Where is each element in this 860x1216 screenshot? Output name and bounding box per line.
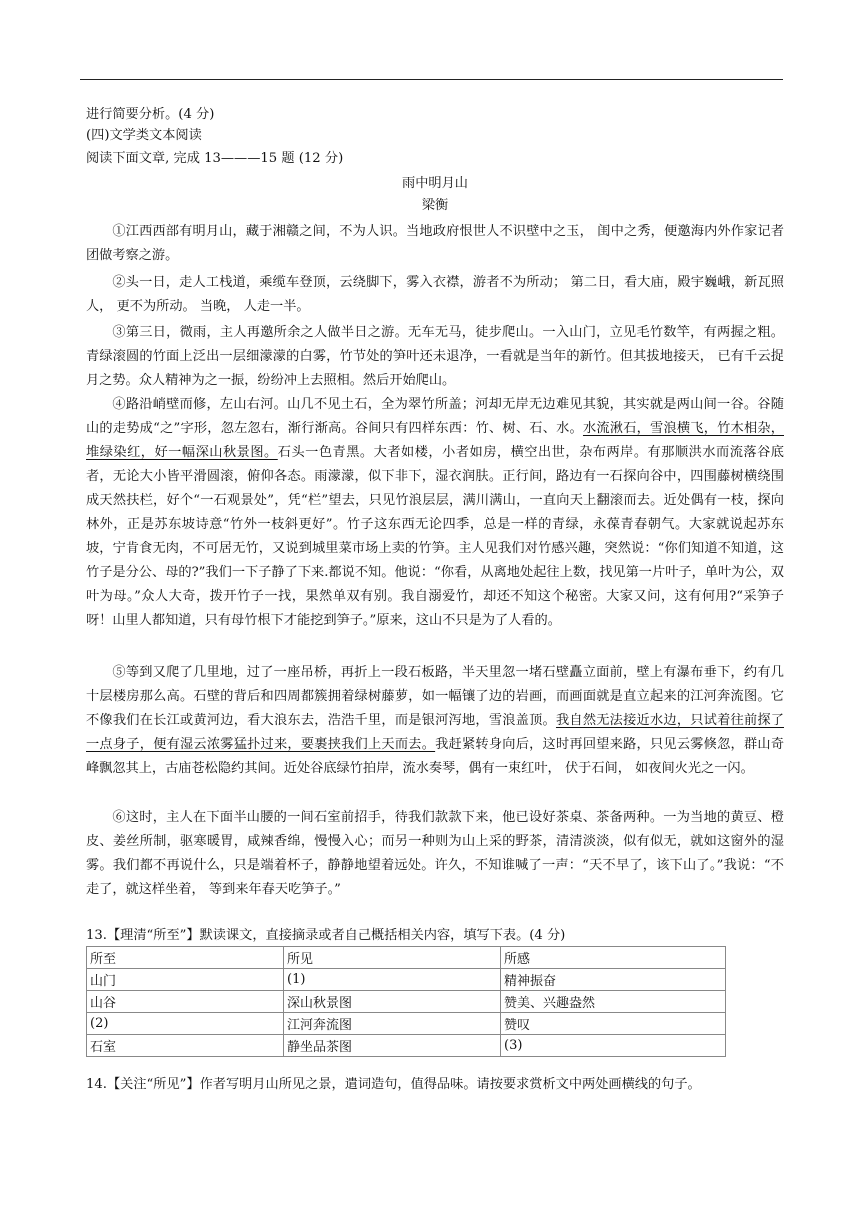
table-header-row xyxy=(87,947,726,969)
table-cell: 精神振奋 xyxy=(501,969,726,991)
header-rule xyxy=(80,79,783,80)
underlined-sentence-2: 我自然无法接近水边，只试着往前探了一点身子，便有湿云浓雾猛扑过来，要裹挟我们上天而去。 xyxy=(86,713,784,752)
table-header-cell: 所至 xyxy=(87,947,284,969)
table-row xyxy=(87,1013,726,1035)
article-title: 雨中明月山 xyxy=(402,176,468,191)
table-cell: (3) xyxy=(501,1035,726,1057)
table-row xyxy=(87,991,726,1013)
paragraph-4 xyxy=(86,393,784,633)
section-heading: (四)文学类文本阅读 xyxy=(86,128,202,143)
table-header-cell: 所见 xyxy=(284,947,501,969)
answer-table xyxy=(86,946,726,1057)
table-header-cell: 所感 xyxy=(501,947,726,969)
table-cell: 静坐品茶图 xyxy=(284,1035,501,1057)
paragraph-1: ①江西西部有明月山，藏于湘赣之间，不为人识。当地政府恨世人不识壁中之玉， 闺中之秀，便邀海内外作家记者团做考察之游。 xyxy=(86,224,784,263)
paragraph-5-part-a: ⑤等到又爬了几里地，过了一座吊桥，再折上一段石板路，半天里忽一堵石壁矗立面前，壁上有瀑布垂下，约有几十层楼房那么高。石壁的背后和四周都簇拥着绿树藤萝，如一幅镶了边的岩画，而画面就是直立起来的江河奔流图。它不像我们在长江或黄河边，看大浪东去，浩浩千里，而是银河泻地，雪浪盖顶。 xyxy=(86,665,784,728)
paragraph-4-part-b: 石头一色青黑。大者如楼，小者如房，横空出世，杂布两岸。有那顺洪水而流落谷底者，无论大小皆平滑圆滚，俯仰各态。雨濛濛，似下非下，湿衣润肤。正行间，路边有一石探向谷中，四围藤树横绕围成天然扶栏，好个“一石观景处”，凭“栏”望去，只见竹浪层层，满川满山，一直向天上翻滚而去。近处偶有一枝，探向林外，正是苏东坡诗意“竹外一枝斜更好”。竹子这东西无论四季，总是一样的青绿，永葆青春朝气。大家就说起苏东坡，宁肯食无肉，不可居无竹，又说到城里菜市场上卖的竹笋。主人见我们对竹感兴趣，突然说：“你们知道不知道，这竹子是分公、母的?”我们一下子静了下来.都说不知。他说：“你看，从离地处起往上数，找见第一片叶子，单叶为公，双叶为母。”众人大奇，拨开竹子一找，果然单双有别。我自溺爱竹，却还不知这个秘密。大家又问，这有何用?“采笋子呀！山里人都知道，只有母竹根下才能挖到笋子。”原来，这山不只是为了人看的。 xyxy=(86,445,784,628)
reading-instruction: 阅读下面文章, 完成 13———15 题 (12 分) xyxy=(86,151,344,166)
table-cell: (1) xyxy=(284,969,501,991)
table-cell: (2) xyxy=(87,1013,284,1035)
question-13-stem: 13.【理清“所至”】默读课文，直接摘录或者自己概括相关内容，填写下表。(4 分) xyxy=(86,928,566,943)
underlined-sentence-1: 水流湫石，雪浪横飞，竹木相杂，堆绿染红，好一幅深山秋景图。 xyxy=(86,421,784,460)
paragraph-5 xyxy=(86,661,784,781)
table-row xyxy=(87,969,726,991)
table-cell: 山谷 xyxy=(87,991,284,1013)
paragraph-4-part-a: ④路沿峭壁而修，左山右河。山几不见土石，全为翠竹所盖；河却无岸无边难见其貌，其实就是两山间一谷。谷随山的走势成“之”字形，忽左忽右，渐行渐高。谷间只有四样东西：竹、树、石、水。 xyxy=(86,397,784,436)
table-cell: 深山秋景图 xyxy=(284,991,501,1013)
table-cell: 石室 xyxy=(87,1035,284,1057)
paragraph-6: ⑥这时，主人在下面半山腰的一间石室前招手，待我们款款下来，他已设好茶桌、茶备两种。一为当地的黄豆、橙皮、姜丝所制，驱寒暖胃，咸辣香绵，慢慢入心；而另一种则为山上采的野茶，清清淡淡，似有似无，就如这窗外的湿雾。我们都不再说什么，只是端着杯子，静静地望着远处。许久，不知谁喊了一声：“天不早了，该下山了。”我说：“不走了，就这样坐着， 等到来年春天吃笋子。” xyxy=(86,810,784,897)
paragraph-2: ②头一日，走人工栈道，乘缆车登顶，云绕脚下，雾入衣襟，游者不为所动； 第二日，看大庙，殿宇巍峨，新瓦照人， 更不为所动。 当晚， 人走一半。 xyxy=(86,275,784,314)
question-14-stem: 14.【关注“所见”】作者写明月山所见之景，遣词造句，值得品味。请按要求赏析文中两处画横线的句子。 xyxy=(86,1077,701,1092)
paragraph-3: ③第三日，微雨，主人再邀所余之人做半日之游。无车无马，徒步爬山。一入山门，立见毛竹数竿，有两握之粗。青绿滚圆的竹面上泛出一层细濛濛的白雾，竹节处的笋叶还未退净，一看就是当年的新竹。但其拔地接天， 已有千云捉月之势。众人精神为之一振，纷纷冲上去照相。然后开始爬山。 xyxy=(86,325,784,388)
table-cell: 江河奔流图 xyxy=(284,1013,501,1035)
intro-line-1: 进行简要分析。(4 分) xyxy=(86,107,215,122)
table-cell: 山门 xyxy=(87,969,284,991)
article-author: 梁衡 xyxy=(421,198,449,213)
table-row xyxy=(87,1035,726,1057)
table-cell: 赞美、兴趣盎然 xyxy=(501,991,726,1013)
paragraph-5-part-b: 我赶紧转身向后，这时再回望来路，只见云雾倏忽，群山奇峰飘忽其上，古庙苍松隐约其间。近处谷底绿竹拍岸，流水奏琴，偶有一束红叶， 伏于石间， 如夜间火光之一闪。 xyxy=(86,737,785,776)
table-cell: 赞叹 xyxy=(501,1013,726,1035)
